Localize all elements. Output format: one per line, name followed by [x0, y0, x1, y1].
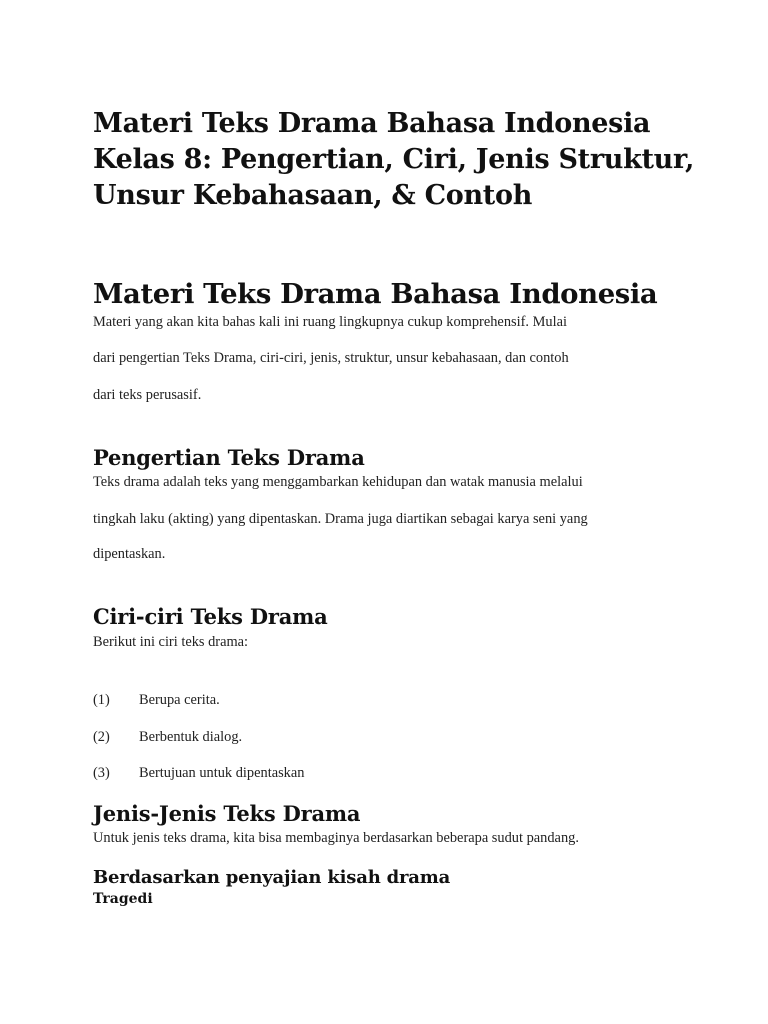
- subsubsection-heading: Tragedi: [93, 891, 153, 907]
- paragraph-line: Untuk jenis teks drama, kita bisa membaginya berdasarkan beberapa sudut pandang.: [93, 830, 579, 846]
- list-item-text: Berupa cerita.: [139, 692, 220, 708]
- paragraph-line: Berikut ini ciri teks drama:: [93, 634, 249, 650]
- section-heading-main: Materi Teks Drama Bahasa Indonesia: [93, 278, 658, 310]
- paragraph-line: Materi yang akan kita bahas kali ini ruang lingkupnya cukup komprehensif. Mulai: [93, 314, 567, 330]
- section-heading-pengertian: Pengertian Teks Drama: [93, 445, 365, 470]
- list-item: [93, 764, 304, 782]
- document-title: Materi Teks Drama Bahasa Indonesia Kelas 8: Pengertian, Ciri, Jenis Struktur, Unsur Kebahasaan, & Contoh: [93, 108, 695, 211]
- list-item-text: Berbentuk dialog.: [139, 729, 243, 745]
- list-item: [93, 728, 242, 746]
- section-heading-jenis: Jenis-Jenis Teks Drama: [93, 801, 361, 826]
- paragraph-line: dipentaskan.: [93, 546, 166, 562]
- subsection-heading: Berdasarkan penyajian kisah drama: [93, 867, 451, 888]
- paragraph-line: dari pengertian Teks Drama, ciri-ciri, jenis, struktur, unsur kebahasaan, dan contoh: [93, 350, 569, 366]
- paragraph-line: dari teks perusasif.: [93, 387, 202, 403]
- list-item-text: Bertujuan untuk dipentaskan: [139, 765, 305, 781]
- list-item: [93, 691, 220, 709]
- section-heading-ciri: Ciri-ciri Teks Drama: [93, 604, 328, 629]
- list-item-number: (2): [93, 729, 110, 745]
- paragraph-line: tingkah laku (akting) yang dipentaskan. Drama juga diartikan sebagai karya seni yang: [93, 511, 588, 527]
- list-item-number: (3): [93, 765, 110, 781]
- list-item-number: (1): [93, 692, 110, 708]
- paragraph-line: Teks drama adalah teks yang menggambarkan kehidupan dan watak manusia melalui: [93, 474, 583, 490]
